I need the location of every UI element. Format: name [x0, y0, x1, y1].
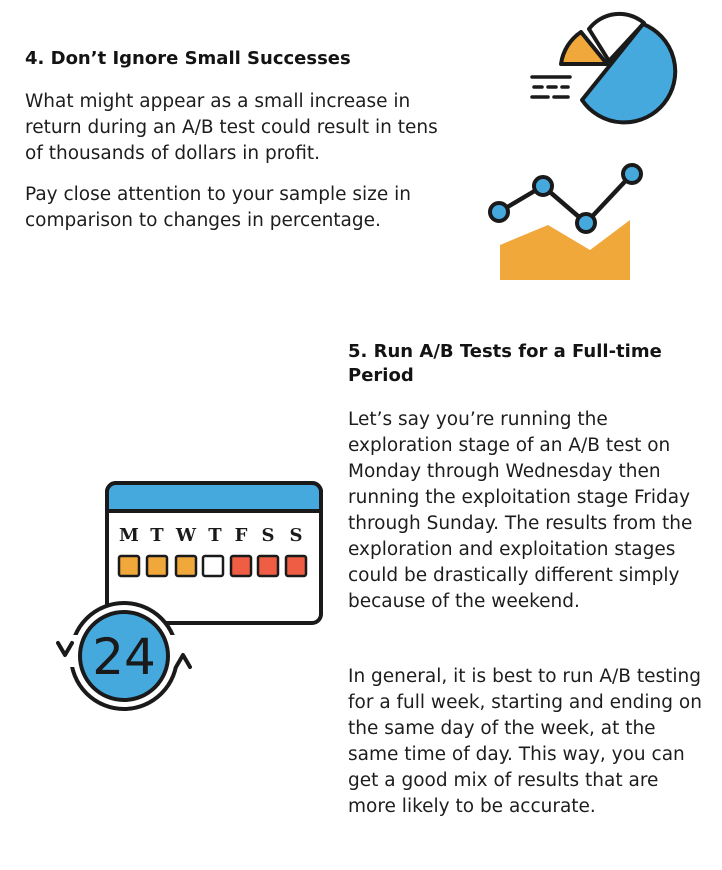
weekday-label-monday: M [119, 525, 139, 546]
section-4-paragraph-2: Pay close attention to your sample size in comparison to changes in percentage. [25, 184, 411, 231]
day-square-sunday [286, 556, 306, 576]
calendar-icon [107, 483, 321, 623]
weekday-label-saturday: S [261, 525, 275, 546]
weekday-label-wednesday: W [175, 525, 197, 546]
section-4-paragraph-1: What might appear as a small increase in return during an A/B test could result in tens of thousands of dollars in profit. [25, 91, 438, 164]
day-square-thursday [203, 556, 223, 576]
24-badge-text: 24 [92, 628, 156, 686]
weekday-label-tuesday: T [150, 525, 164, 546]
line-graph-icon [480, 160, 650, 285]
day-square-wednesday [176, 556, 196, 576]
weekly-calendar-illustration [45, 475, 335, 725]
section-5-paragraph-1: Let’s say you’re running the exploration stage of an A/B test on Monday through Wednesday then running the exploitation stage Friday through Sunday. The results from the exploration and exploitation stages could be drastically different simply because of the weekend. [348, 409, 693, 612]
pie-chart-icon [520, 10, 670, 115]
weekday-label-sunday: S [289, 525, 303, 546]
section-5-heading: 5. Run A/B Tests for a Full-time Period [348, 341, 662, 386]
weekday-label-thursday: T [208, 525, 222, 546]
day-square-tuesday [147, 556, 167, 576]
day-square-saturday [258, 556, 278, 576]
weekday-label-friday: F [234, 525, 248, 546]
section-4-heading: 4. Don’t Ignore Small Successes [25, 48, 351, 69]
section-5-paragraph-2: In general, it is best to run A/B testing for a full week, starting and ending on the same day of the week, at the same time of day. This way, you can get a good mix of results that are more likely to be accurate. [348, 666, 702, 817]
day-square-monday [119, 556, 139, 576]
day-square-friday [231, 556, 251, 576]
